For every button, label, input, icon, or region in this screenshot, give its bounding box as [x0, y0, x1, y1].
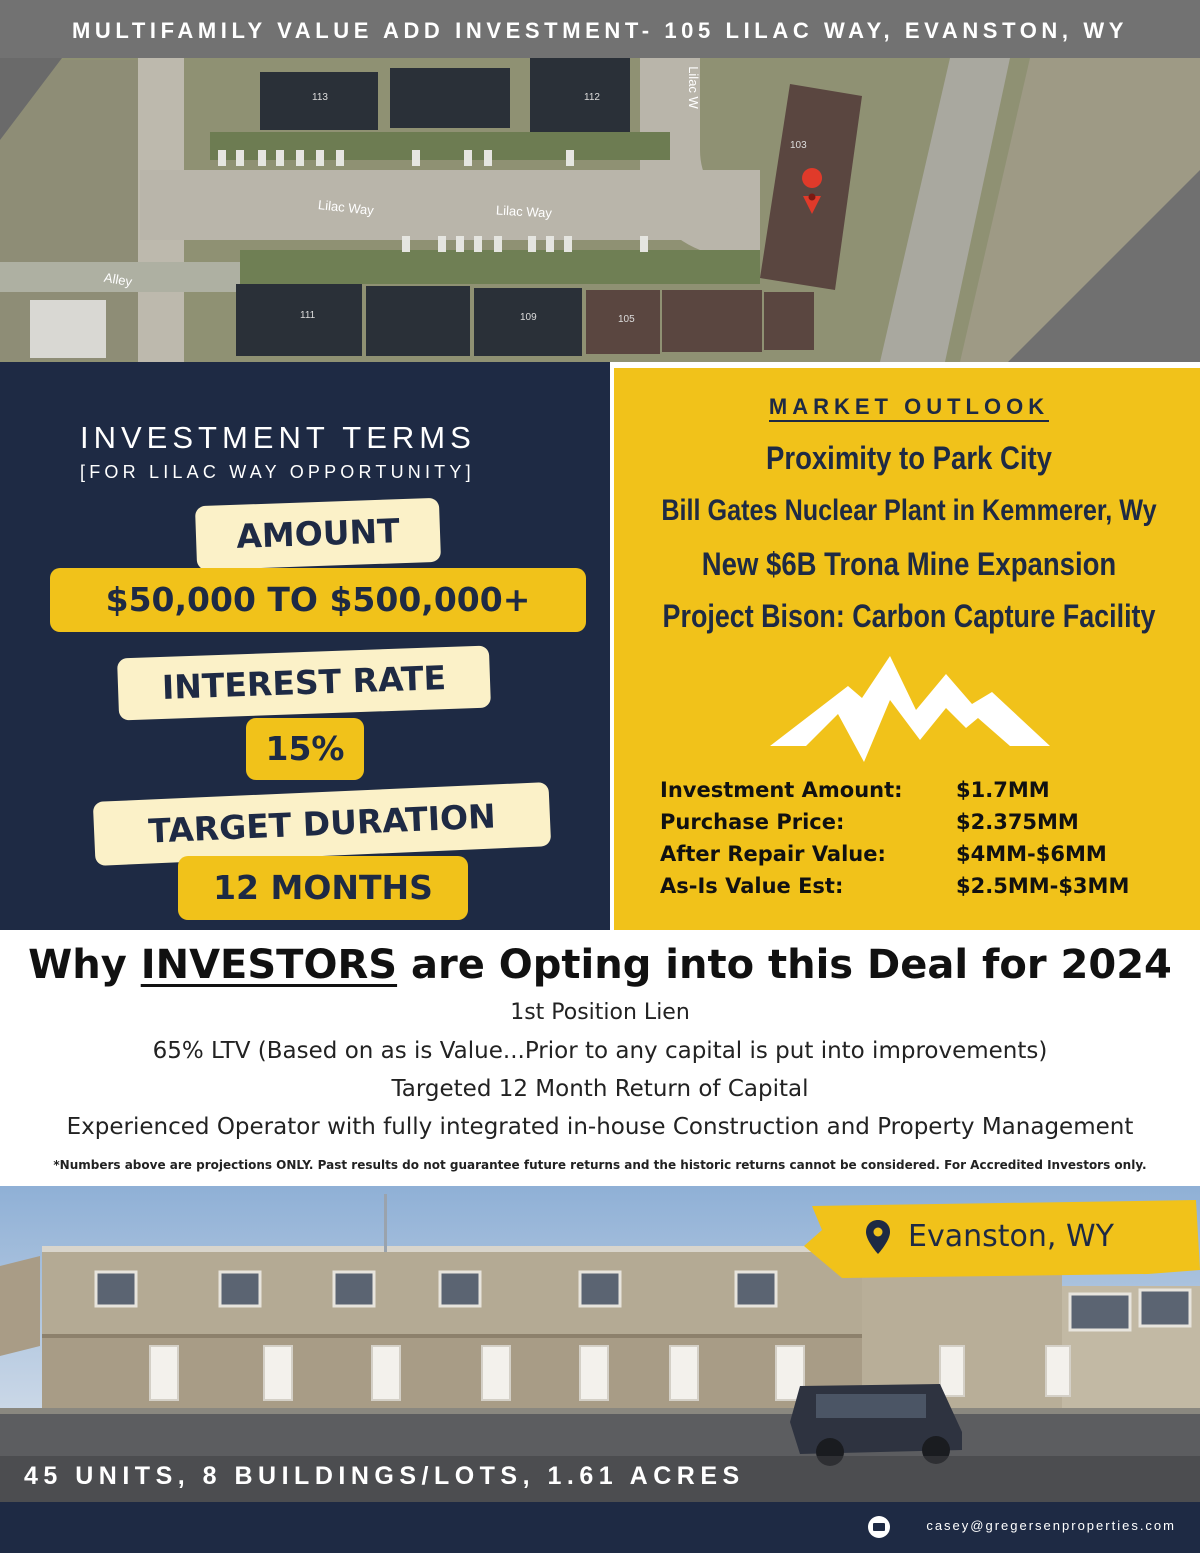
financial-value: $1.7MM [956, 778, 1050, 802]
contact-email-link[interactable]: casey@gregersenproperties.com [926, 1518, 1176, 1533]
why-point: 65% LTV (Based on as is Value...Prior to any capital is put into improvements) [152, 1038, 1048, 1064]
why-investors-title: Why INVESTORS are Opting into this Deal for 2024 [28, 942, 1172, 988]
why-point: Targeted 12 Month Return of Capital [391, 1076, 809, 1102]
footer [0, 1502, 1200, 1553]
market-outlook-panel [610, 362, 1200, 930]
outlook-item: Proximity to Park City [765, 440, 1052, 476]
building-number: 109 [520, 312, 537, 323]
financial-label: Investment Amount: [660, 778, 903, 802]
financial-label: Purchase Price: [660, 810, 845, 834]
street-label: Lilac Way [495, 202, 553, 221]
interest-rate-label: INTEREST RATE [117, 646, 491, 721]
market-outlook-heading: MARKET OUTLOOK [614, 394, 1200, 420]
building-number: 103 [790, 140, 807, 151]
amount-label: AMOUNT [195, 498, 441, 570]
financial-label: After Repair Value: [660, 842, 886, 866]
investment-terms-panel [0, 362, 610, 930]
terms-subheading: [FOR LILAC WAY OPPORTUNITY] [80, 462, 475, 482]
mail-icon [868, 1516, 890, 1538]
why-point: Experienced Operator with fully integrated in-house Construction and Property Management [66, 1114, 1134, 1140]
disclaimer: *Numbers above are projections ONLY. Past results do not guarantee future returns and the historic returns cannot be considered. For Accredited Investors only. [53, 1158, 1147, 1172]
street-label: Lilac W [685, 66, 701, 109]
location-pin-icon [866, 1220, 890, 1254]
financial-value: $2.375MM [956, 810, 1079, 834]
location-label: Evanston, WY [908, 1219, 1114, 1254]
aerial-map-image [0, 0, 1200, 362]
financial-value: $4MM-$6MM [956, 842, 1107, 866]
property-stats: 45 UNITS, 8 BUILDINGS/LOTS, 1.61 ACRES [24, 1462, 745, 1490]
terms-heading: INVESTMENT TERMS [80, 420, 476, 455]
financial-label: As-Is Value Est: [660, 874, 844, 898]
street-label: Lilac Way [317, 197, 375, 218]
outlook-item: Bill Gates Nuclear Plant in Kemmerer, Wy [661, 494, 1157, 527]
amount-value: $50,000 TO $500,000+ [50, 568, 586, 632]
building-number: 111 [300, 310, 316, 321]
mountain-icon [770, 652, 1050, 764]
interest-rate-value: 15% [246, 718, 364, 780]
building-number: 112 [584, 92, 600, 103]
building-number: 105 [618, 314, 635, 325]
why-point: 1st Position Lien [510, 1000, 690, 1025]
target-duration-label: TARGET DURATION [93, 782, 551, 866]
financial-value: $2.5MM-$3MM [956, 874, 1130, 898]
building-number: 113 [312, 92, 328, 103]
target-duration-value: 12 MONTHS [178, 856, 468, 920]
outlook-item: Project Bison: Carbon Capture Facility [662, 598, 1156, 634]
outlook-item: New $6B Trona Mine Expansion [701, 546, 1117, 582]
page-title: MULTIFAMILY VALUE ADD INVESTMENT- 105 LILAC WAY, EVANSTON, WY [72, 18, 1128, 43]
street-label: Alley [102, 269, 134, 290]
